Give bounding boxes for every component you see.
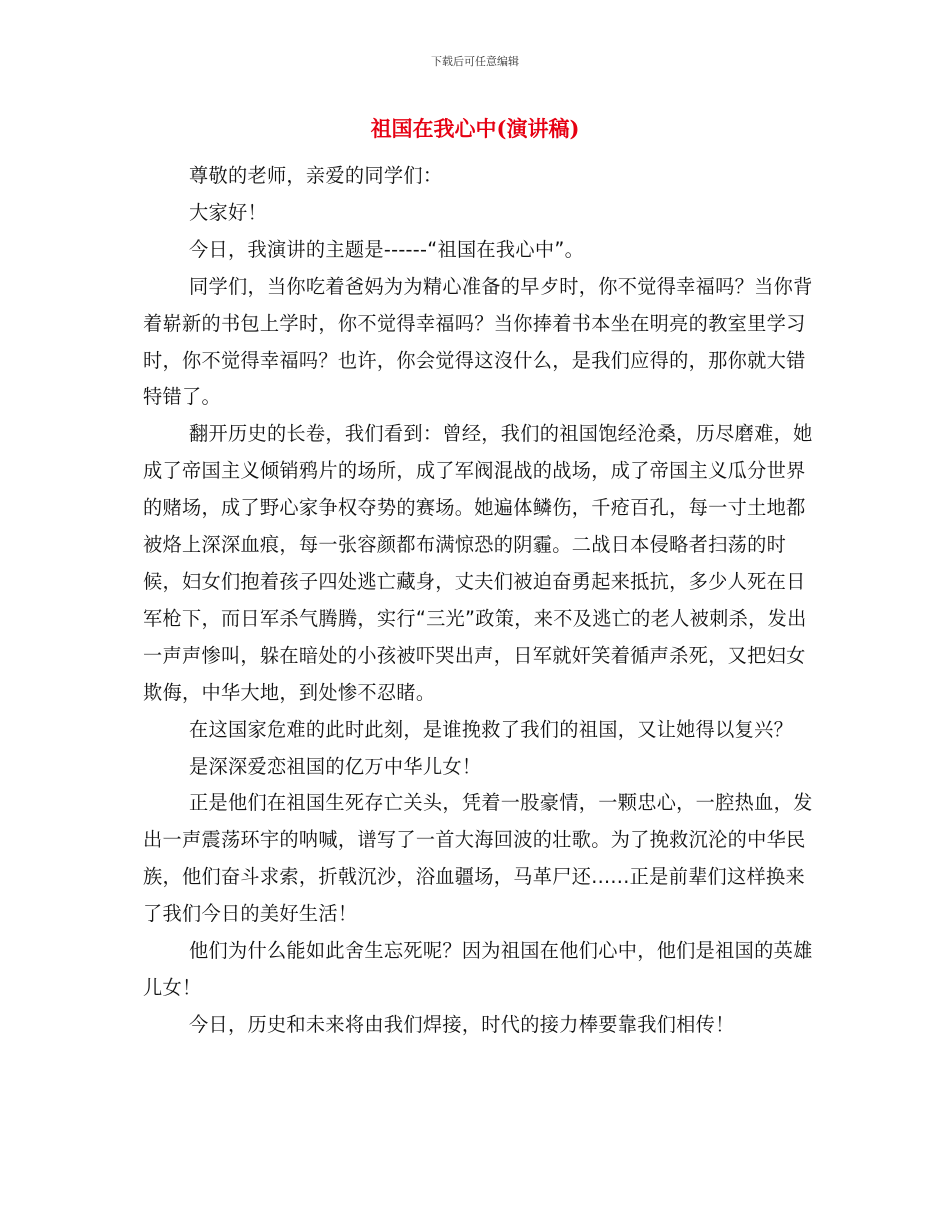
- header-note: 下载后可任意编辑: [431, 55, 519, 68]
- paragraph-greeting: 尊敬的老师，亲爱的同学们：: [189, 164, 443, 187]
- paragraph-question: 在这国家危难的此时此刻，是谁挽救了我们的祖国，又让她得以复兴？: [189, 717, 794, 741]
- speech-body: [143, 158, 815, 1044]
- paragraph-topic: 今日，我演讲的主题是------“祖国在我心中”。: [189, 237, 585, 261]
- paragraph-hello: 大家好！: [189, 200, 267, 224]
- paragraph-answer: 是深深爱恋祖国的亿万中华儿女！: [189, 754, 482, 778]
- paragraph-happiness: 同学们，当你吃着爸妈为为精心准备的早歺时，你不觉得幸福吗？当你背着崭新的书包上学时，你不觉得幸福吗？当你捧着书本坐在明亮的教室里学习时，你不觉得幸福吗？也许，你会觉得这沒什么，是我们应得的，那你就大错特错了。: [143, 274, 813, 409]
- paragraph-why: 他们为什么能如此舍生忘死呢？因为祖国在他们心中，他们是祖国的英雄儿女！: [143, 939, 813, 999]
- paragraph-history: 翻开历史的长卷，我们看到：曾经，我们的祖国饱经沧桑，历尽磨难，她成了帝国主义倾销鸦片的场所，成了军阀混战的战场，成了帝国主义瓜分世界的赌场，成了野心家争权夺势的赛场。她遍体鳞伤，千疮百孔，每一寸土地都被烙上深深血痕，每一张容颜都布满惊恐的阴霾。二战日本侵略者扫荡的时候，妇女们抱着孩子四处逃亡藏身，丈夫们被迫奋勇起来抵抗，多少人死在日军枪下，而日军杀气腾腾，实行“三光”政策，来不及逃亡的老人被刺杀，发出一声声惨叫，躲在暗处的小孩被吓哭出声，日军就奸笑着循声杀死，又把妇女欺侮，中华大地，到处惨不忍睹。: [143, 422, 813, 704]
- speech-title: 祖国在我心中(演讲稿): [370, 116, 580, 141]
- paragraph-future: 今日，历史和未来将由我们焊接，时代的接力棒要靠我们相传！: [189, 1012, 735, 1036]
- paragraph-heroes: 正是他们在祖国生死存亡关头，凭着一股豪情，一颗忠心，一腔热血，发出一声震荡环宇的呐喊，谱写了一首大海回波的壮歌。为了挽救沉沦的中华民族，他们奋斗求索，折戟沉沙，浴血疆场，马革尸还......正是前辈们这样换来了我们今日的美好生活！: [143, 791, 813, 926]
